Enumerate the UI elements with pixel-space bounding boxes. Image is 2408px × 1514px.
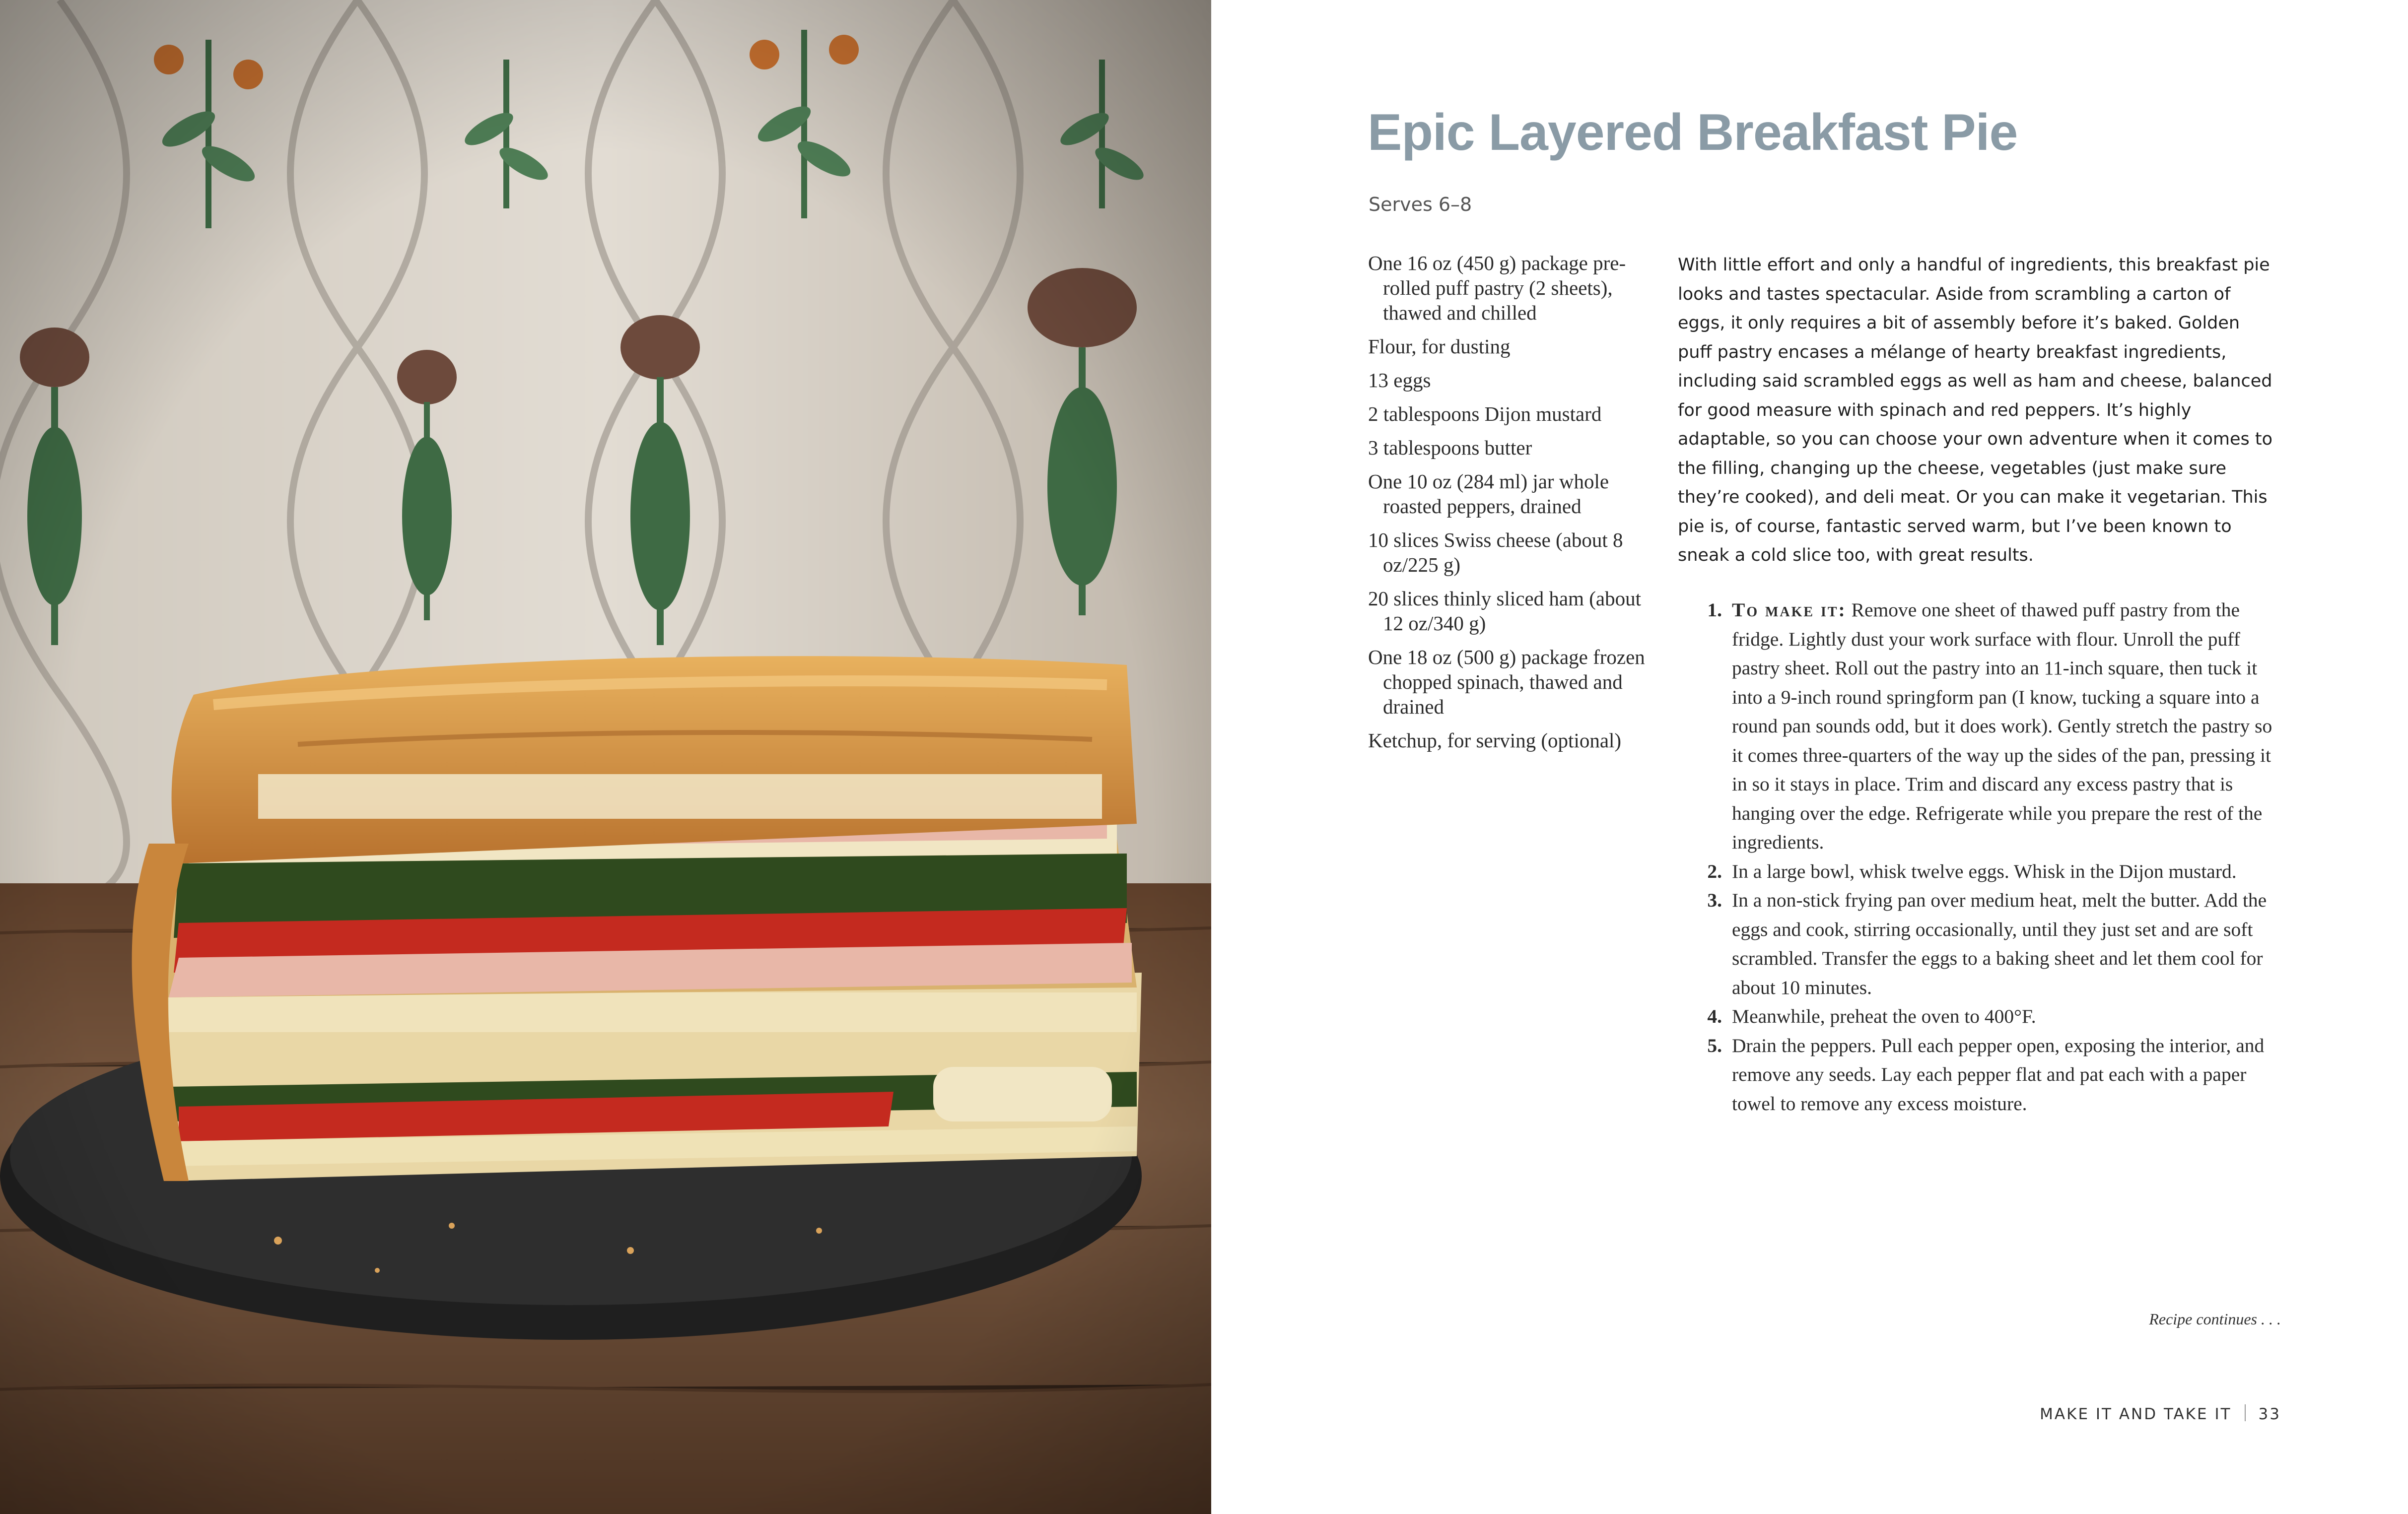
ingredient-item: 20 slices thinly sliced ham (about 12 oz/340 g): [1368, 587, 1641, 635]
step-number: 3.: [1707, 889, 1722, 911]
recipe-title: Epic Layered Breakfast Pie: [1368, 104, 2018, 161]
ingredient-item: One 10 oz (284 ml) jar whole roasted peppers, drained: [1368, 470, 1609, 518]
recipe-continues-note: Recipe continues . . .: [2149, 1310, 2281, 1328]
step-text: In a large bowl, whisk twelve eggs. Whisk in the Dijon mustard.: [1732, 860, 2237, 882]
method-steps: [1695, 595, 2281, 1118]
ingredient-item: One 18 oz (500 g) package frozen chopped spinach, thawed and drained: [1368, 646, 1645, 718]
method-step: [1695, 595, 2281, 857]
method-step: [1695, 1002, 2281, 1031]
ingredient-item: Flour, for dusting: [1368, 335, 1511, 358]
ingredient-item: 2 tablespoons Dijon mustard: [1368, 402, 1602, 425]
footer-divider: [2245, 1404, 2246, 1421]
ingredient-item: 10 slices Swiss cheese (about 8 oz/225 g): [1368, 528, 1623, 576]
page-footer: [2040, 1404, 2281, 1423]
recipe-intro: With little effort and only a handful of ingredients, this breakfast pie looks and tastes spectacular. Aside from scrambling a carton of eggs, it only requires a bit of assembly before it’s baked. Golden puff pastry encases a mélange of hearty breakfast ingredients, including said scrambled eggs as well as ham and cheese, balanced for good measure with spinach and red peppers. It’s highly adaptable, so you can choose your own adventure when it comes to the filling, changing up the cheese, vegetables (just make sure they’re cooked), and deli meat. Or you can make it vegetarian. This pie is, of course, fantastic served warm, but I’ve been known to sneak a cold slice too, with great results.: [1678, 255, 2273, 565]
step-text: In a non-stick frying pan over medium heat, melt the butter. Add the eggs and cook, stirring occasionally, until they just set and are soft scrambled. Transfer the eggs to a baking sheet and let them cool for about 10 minutes.: [1732, 889, 2267, 998]
step-lead-in: To make it:: [1732, 599, 1847, 621]
ingredient-item: 13 eggs: [1368, 369, 1431, 392]
method-step: [1695, 1031, 2281, 1119]
ingredient-item: Ketchup, for serving (optional): [1368, 729, 1622, 752]
page-number: 33: [2258, 1405, 2281, 1423]
recipe-page: [1211, 0, 2408, 1514]
step-number: 2.: [1707, 860, 1722, 882]
method-step: [1695, 886, 2281, 1002]
step-number: 1.: [1707, 599, 1722, 621]
method-step: [1695, 857, 2281, 886]
ingredient-item: 3 tablespoons butter: [1368, 436, 1532, 459]
ingredient-list: [1368, 251, 1646, 762]
step-text: Drain the peppers. Pull each pepper open, exposing the interior, and remove any seeds. Lay each pepper flat and pat each with a paper towel to remove any excess moisture.: [1732, 1034, 2265, 1115]
step-number: 4.: [1707, 1005, 1722, 1027]
serves-count: Serves 6–8: [1369, 194, 1472, 215]
step-text: Meanwhile, preheat the oven to 400°F.: [1732, 1005, 2036, 1027]
step-number: 5.: [1707, 1034, 1722, 1056]
ingredient-item: One 16 oz (450 g) package pre-rolled puff pastry (2 sheets), thawed and chilled: [1368, 252, 1626, 324]
section-name: MAKE IT AND TAKE IT: [2040, 1405, 2232, 1423]
step-text: Remove one sheet of thawed puff pastry from the fridge. Lightly dust your work surface with flour. Unroll the puff pastry sheet. Roll out the pastry into an 11-inch square, then tuck it into a 9-inch round springform pan (I know, tucking a square into a round pan sounds odd, but it does work). Gently stretch the pastry so it comes three-quarters of the way up the sides of the pan, pressing it in so it stays in place. Trim and discard any excess pastry that is hanging over the edge. Refrigerate while you prepare the rest of the ingredients.: [1732, 599, 2272, 853]
